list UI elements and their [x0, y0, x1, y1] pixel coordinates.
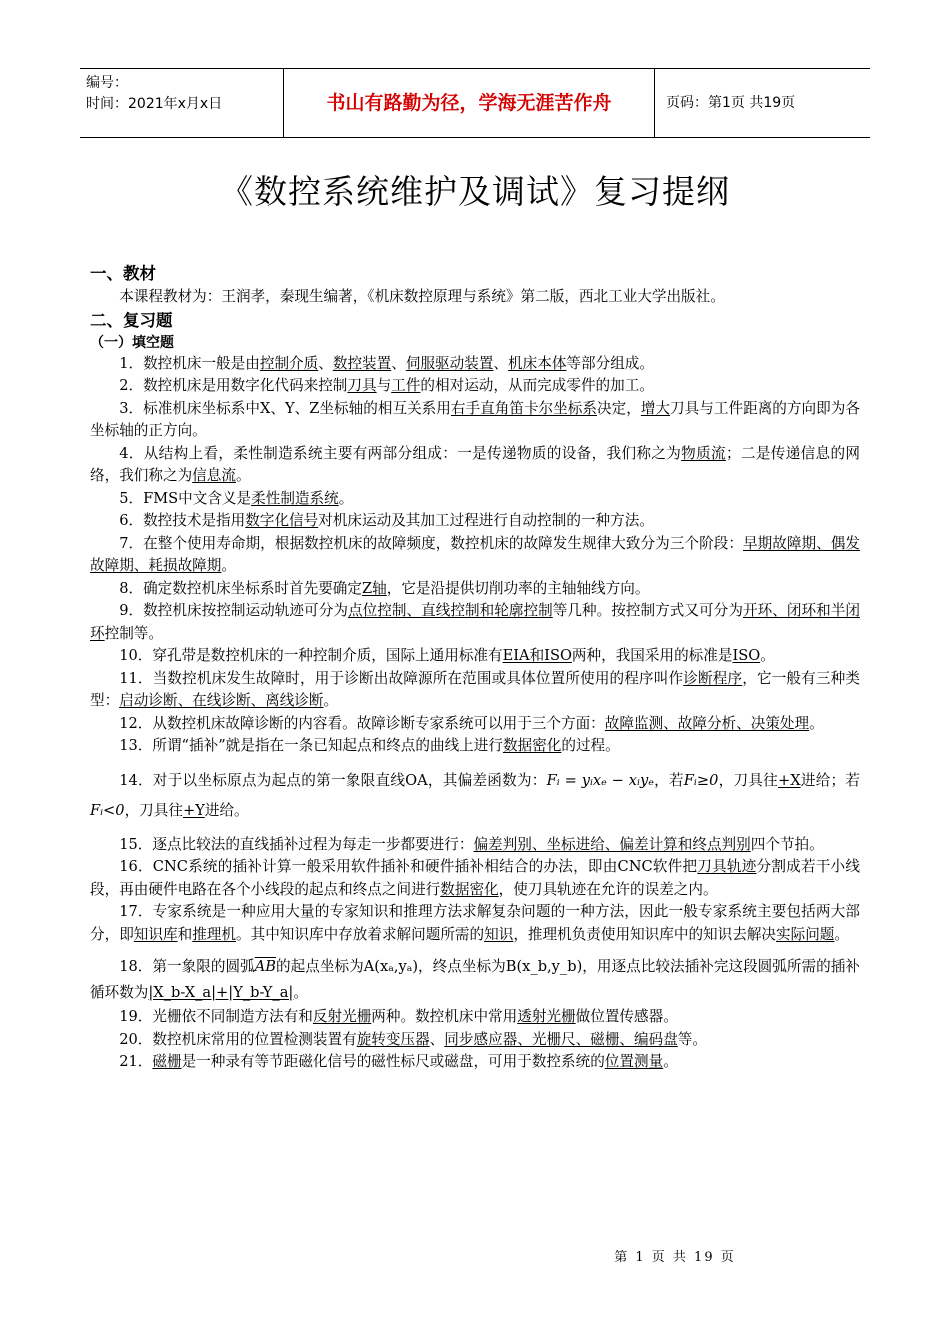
question-item	[90, 901, 860, 946]
section-heading-review: 二、复习题	[90, 310, 173, 330]
page-info: 页码：第1页 共19页	[666, 95, 796, 111]
answer-blank: 磁栅	[152, 1053, 182, 1070]
answer-blank: 早期故障期、偶发故障期、耗损故障期	[90, 534, 860, 574]
question-text: 分割成若干小线段，再由硬件电路在各个小线段的起点和终点之间进行	[90, 858, 860, 898]
condition-lt: Fᵢ<0	[90, 801, 125, 819]
question-item	[90, 1029, 860, 1052]
header-left	[80, 69, 280, 137]
answer-blank: 开环、闭环和半闭环	[90, 602, 860, 642]
question-text: 等几种。按控制方式又可分为	[552, 602, 743, 619]
answer-blank: 偏差判别、坐标进给、偏差计算和终点判别	[473, 835, 751, 853]
motto: 书山有路勤为径，学海无涯苦作舟	[283, 69, 655, 137]
question-text: 等。	[677, 1030, 707, 1048]
question-text: 决定，	[597, 399, 641, 417]
question-item	[90, 713, 860, 736]
question-text: ，刀具往	[718, 771, 778, 789]
deviation-formula: Fᵢ = yᵢxₑ − xᵢyₑ	[546, 771, 654, 789]
answer-blank: 同步感应器、光栅尺、磁栅、编码盘	[444, 1030, 678, 1048]
answer-blank: 透射光栅	[517, 1008, 576, 1025]
answer-blank: 机床本体	[508, 354, 567, 372]
question-item	[90, 488, 860, 511]
question-text: 。	[663, 1053, 678, 1070]
question-text: 。其中知识库中存放着求解问题所需的	[236, 925, 485, 943]
answer-blank: +X	[777, 771, 801, 789]
question-text: 。	[221, 557, 236, 574]
question-text: 数控机床是用数字化代码来控制	[143, 377, 348, 394]
question-text: 光栅依不同制造方法有和	[152, 1008, 313, 1025]
question-item	[90, 398, 860, 443]
question-text: CNC系统的插补计算一般采用软件插补和硬件插补相结合的办法，即由CNC软件把	[152, 858, 698, 875]
answer-blank: 实际问题	[776, 925, 835, 943]
answer-blank: 反射光栅	[312, 1008, 372, 1025]
question-text: 第一象限的圆弧	[152, 958, 255, 975]
question-text: 刀具与工件距离的方向即为各坐标轴的正方向。	[90, 399, 860, 439]
question-list	[90, 1006, 860, 1074]
question-text: 做位置传感器。	[575, 1008, 678, 1025]
question-text: 当数控机床发生故障时，用于诊断出故障源所在范围或具体位置所使用的程序叫作	[152, 669, 684, 687]
answer-blank: +Y	[182, 801, 205, 819]
question-item	[90, 834, 860, 857]
question-number: 5．	[119, 489, 144, 507]
question-text: 控制等。	[104, 624, 163, 642]
answer-blank: EIA和ISO	[502, 647, 572, 664]
question-item	[90, 735, 860, 758]
answer-blank: |X_b-X_a|+|Y_b-Y_a|	[148, 984, 294, 1001]
question-number: 3．	[119, 399, 144, 417]
question-text: 。	[338, 489, 354, 507]
document-body	[90, 262, 860, 1074]
question-text: ，它一般有三种类型：	[90, 669, 860, 709]
question-text: 穿孔带是数控机床的一种控制介质，国际上通用标准有	[152, 647, 503, 664]
question-number: 15．	[119, 835, 153, 853]
textbook-paragraph: 本课程教材为：王润孝，秦现生编著，《机床数控原理与系统》第二版，西北工业大学出版社。	[119, 288, 725, 305]
answer-blank: 信息流	[192, 467, 236, 484]
answer-blank: 伺服驱动装置	[405, 354, 494, 372]
question-number: 21．	[119, 1053, 153, 1070]
question-item	[90, 645, 860, 668]
question-item	[90, 856, 860, 901]
question-item	[90, 578, 860, 601]
question-text: 数控机床按控制运动轨迹可分为	[143, 602, 348, 619]
answer-blank: Z轴	[362, 579, 387, 597]
question-text: 。	[323, 692, 339, 709]
answer-blank: 推理机	[192, 925, 236, 943]
question-text: 进给；若	[800, 771, 860, 789]
condition-ge: Fᵢ≥0	[683, 771, 719, 789]
question-text: 从结构上看，柔性制造系统主要有两部分组成：一是传递物质的设备，我们称之为	[143, 444, 682, 462]
question-item	[90, 1006, 860, 1029]
question-item	[90, 1051, 860, 1074]
answer-blank: 控制介质	[259, 354, 319, 372]
question-item	[90, 443, 860, 488]
answer-blank: 位置测量	[604, 1053, 664, 1070]
header-table	[80, 68, 870, 138]
answer-blank: 点位控制、直线控制和轮廓控制	[347, 602, 553, 619]
answer-blank: 故障监测、故障分析、决策处理	[604, 714, 810, 732]
question-text: 所谓“插补”就是指在一条已知起点和终点的曲线上进行	[152, 737, 503, 754]
time-label: 时间：2021年x月x日	[86, 96, 223, 112]
question-text: 从数控机床故障诊断的内容看。故障诊断专家系统可以用于三个方面：	[152, 714, 605, 732]
question-text: 两种，我国采用的标准是	[571, 647, 733, 664]
question-number: 6．	[119, 512, 144, 529]
question-number: 19．	[119, 1008, 153, 1025]
question-text: 标准机床坐标系中X、Y、Z坐标轴的相互关系用	[143, 399, 451, 417]
question-number: 13．	[119, 737, 153, 754]
question-text: 。	[760, 647, 775, 664]
question-text: ，刀具往	[124, 801, 183, 819]
question-item	[90, 668, 860, 713]
question-text: 四个节拍。	[750, 835, 824, 853]
answer-blank: 诊断程序	[683, 669, 743, 687]
subsection-heading-fill: （一）填空题	[90, 334, 174, 351]
question-number: 10．	[119, 647, 153, 664]
question-text: ，若	[653, 771, 684, 789]
question-number: 18．	[119, 958, 153, 975]
question-text: 对于以坐标原点为起点的第一象限直线OA，其偏差函数为：	[152, 771, 547, 789]
code-label: 编号：	[86, 75, 128, 91]
question-text: 专家系统是一种应用大量的专家知识和推理方法求解复杂问题的一种方法，因此一般专家系统主要包括两大部分，即	[90, 903, 860, 943]
answer-blank: 数控装置	[332, 354, 392, 372]
answer-blank: 启动诊断、在线诊断、离线诊断	[119, 692, 324, 709]
question-text: 。	[235, 467, 251, 484]
page-title: 《数控系统维护及调试》复习提纲	[220, 172, 730, 211]
answer-blank: 柔性制造系统	[251, 489, 339, 507]
question-text: ；二是传递信息的网络，我们称之为	[90, 444, 860, 484]
question-text: ，使刀具轨迹在允许的误差之内。	[498, 880, 718, 898]
section-heading-textbook: 一、教材	[90, 264, 156, 283]
answer-blank: 物质流	[681, 444, 726, 462]
question-text: 和	[177, 925, 193, 943]
question-number: 7．	[119, 534, 144, 552]
question-text: FMS中文含义是	[143, 489, 252, 507]
answer-blank: 右手直角笛卡尔坐标系	[450, 399, 597, 417]
question-number: 2．	[119, 377, 144, 394]
answer-blank: 数据密化	[502, 737, 562, 754]
question-text: 进给。	[204, 801, 249, 819]
footer-text: 第 1 页 共 19 页	[614, 1250, 736, 1265]
answer-blank: 知识	[484, 925, 514, 943]
question-item	[90, 375, 860, 398]
question-18	[90, 954, 860, 1006]
question-text: 的过程。	[561, 737, 620, 754]
question-text: ，它是沿提供切削功率的主轴轴线方向。	[386, 579, 650, 597]
question-text: 、	[318, 354, 333, 372]
question-number: 4．	[119, 444, 144, 462]
question-number: 1．	[119, 354, 144, 372]
answer-blank: 数字化信号	[245, 512, 319, 529]
question-14	[90, 766, 860, 826]
answer-blank: 知识库	[133, 925, 178, 943]
answer-blank: ISO	[732, 647, 761, 664]
question-text: 是一种录有等节距磁化信号的磁性标尺或磁盘，可用于数控系统的	[181, 1053, 605, 1070]
question-text: 的起点坐标为A(xₐ,yₐ)，终点坐标为B(x_b,y_b)，用逐点比较法插补完这段圆弧所需的插补循环数为	[90, 958, 860, 1001]
question-text: 、	[493, 354, 509, 372]
question-number: 9．	[119, 602, 144, 619]
question-text: 在整个使用寿命期，根据数控机床的故障频度，数控机床的故障发生规律大致分为三个阶段：	[143, 534, 743, 552]
question-list	[90, 834, 860, 947]
answer-blank: 刀具	[347, 377, 377, 394]
question-text: 、	[429, 1030, 445, 1048]
question-text: ，推理机负责使用知识库中的知识去解决	[513, 925, 777, 943]
question-text: 确定数控机床坐标系时首先要确定	[143, 579, 362, 597]
page-footer	[0, 1246, 950, 1265]
question-number: 16．	[119, 858, 153, 875]
arc-symbol: $\overline{AB}$	[254, 958, 276, 975]
answer-blank: 旋转变压器	[356, 1030, 430, 1048]
question-text: 的相对运动，从而完成零件的加工。	[420, 377, 654, 394]
answer-blank: 数据密化	[440, 880, 499, 898]
question-number: 12．	[119, 714, 153, 732]
answer-blank: 工件	[391, 377, 421, 394]
question-item	[90, 353, 860, 376]
question-text: 两种。数控机床中常用	[371, 1008, 518, 1025]
question-text: 对机床运动及其加工过程进行自动控制的一种方法。	[318, 512, 654, 529]
question-item	[90, 600, 860, 645]
answer-blank: 增大	[640, 399, 671, 417]
question-text: 数控机床一般是由	[143, 354, 260, 372]
question-item	[90, 533, 860, 578]
question-text: 数控机床常用的位置检测装置有	[152, 1030, 357, 1048]
question-number: 20．	[119, 1030, 153, 1048]
question-text: 。	[834, 925, 850, 943]
question-number: 14．	[119, 771, 153, 789]
question-number: 11．	[119, 669, 153, 687]
question-text: 。	[809, 714, 824, 732]
question-text: 逐点比较法的直线插补过程为每走一步都要进行：	[152, 835, 474, 853]
answer-blank: 刀具轨迹	[697, 858, 757, 875]
question-number: 17．	[119, 903, 153, 920]
question-text: 、	[391, 354, 406, 372]
question-text: 与	[376, 377, 392, 394]
question-item	[90, 510, 860, 533]
question-list	[90, 353, 860, 758]
question-number: 8．	[119, 579, 144, 597]
question-text: 等部分组成。	[566, 354, 654, 372]
question-text: 。	[293, 984, 308, 1001]
question-text: 数控技术是指用	[143, 512, 246, 529]
